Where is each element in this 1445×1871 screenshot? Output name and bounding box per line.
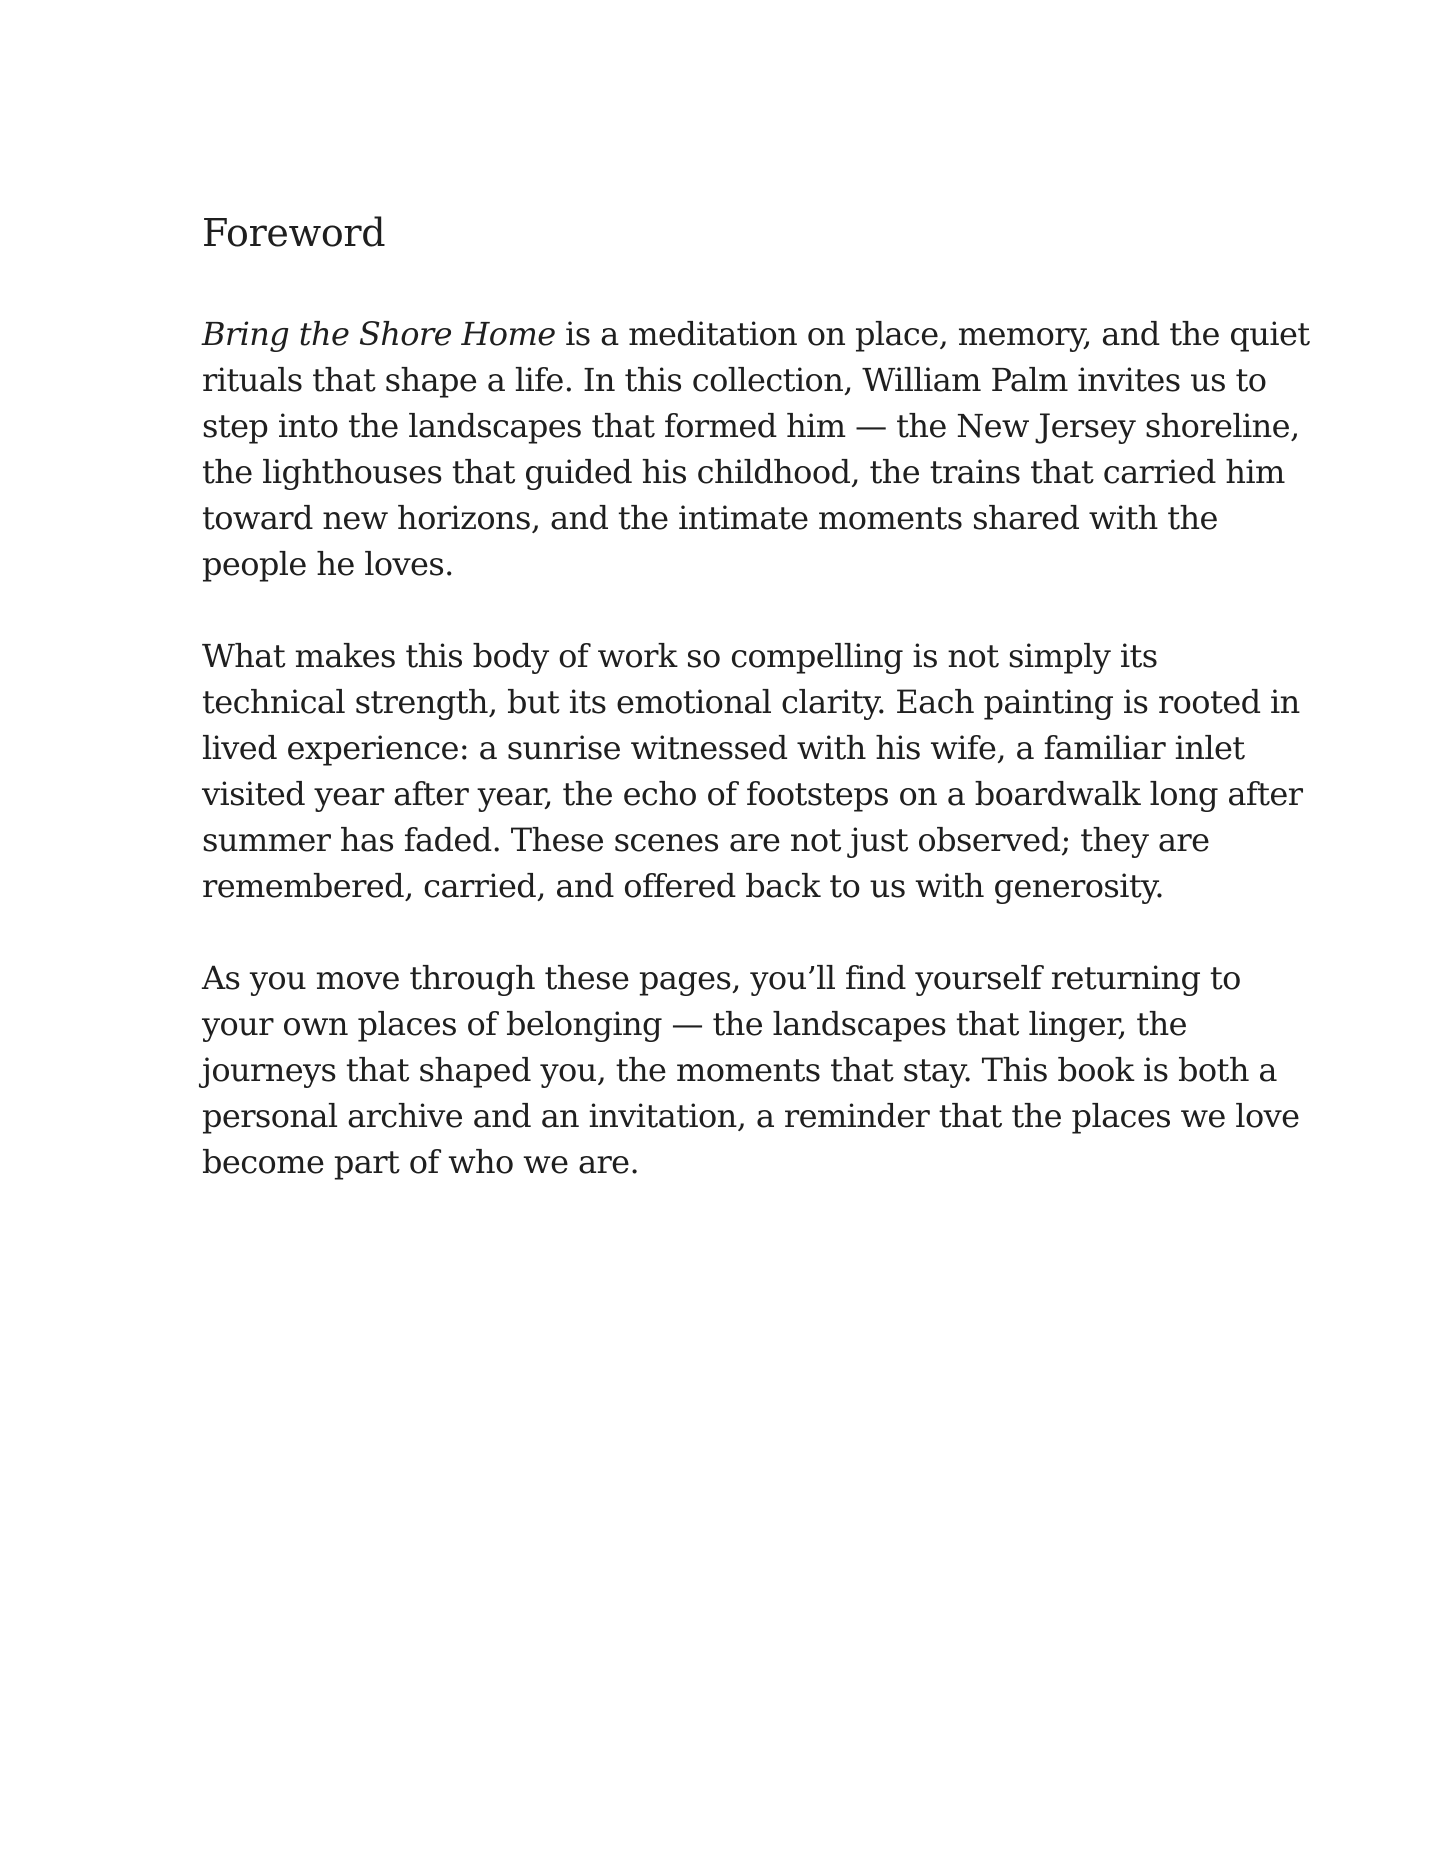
paragraph-3	[202, 955, 1300, 1185]
foreword-content	[202, 205, 1310, 1231]
paragraph-1-line-1-text: is a meditation on place, memory, and the quiet	[555, 315, 1310, 353]
paragraph-2-line: remembered, carried, and offered back to us with generosity.	[202, 867, 1164, 905]
paragraph-1-line: the lighthouses that guided his childhood, the trains that carried him	[202, 453, 1285, 491]
paragraph-1-line: rituals that shape a life. In this collection, William Palm invites us to	[202, 361, 1267, 399]
paragraph-3-line: your own places of belonging — the landscapes that linger, the	[202, 1005, 1187, 1043]
paragraph-2-line: lived experience: a sunrise witnessed with his wife, a familiar inlet	[202, 729, 1245, 767]
book-title: Bring the Shore Home	[202, 315, 556, 353]
paragraph-3-line: become part of who we are.	[202, 1143, 640, 1181]
paragraph-3-line: As you move through these pages, you’ll find yourself returning to	[202, 959, 1241, 997]
paragraph-1-line: toward new horizons, and the intimate moments shared with the	[202, 499, 1218, 537]
paragraph-1-line-1	[202, 311, 1310, 357]
paragraph-2-line: technical strength, but its emotional clarity. Each painting is rooted in	[202, 683, 1300, 721]
paragraph-2	[202, 633, 1303, 909]
paragraph-2-line: What makes this body of work so compelling is not simply its	[202, 637, 1158, 675]
paragraph-2-line: summer has faded. These scenes are not just observed; they are	[202, 821, 1210, 859]
paragraph-3-line: journeys that shaped you, the moments that stay. This book is both a	[202, 1051, 1277, 1089]
paragraph-1	[202, 311, 1310, 587]
paragraph-1-line: people he loves.	[202, 545, 454, 583]
paragraph-1-line: step into the landscapes that formed him — the New Jersey shoreline,	[202, 407, 1300, 445]
page-title: Foreword	[202, 211, 386, 255]
paragraph-3-line: personal archive and an invitation, a reminder that the places we love	[202, 1097, 1300, 1135]
paragraph-2-line: visited year after year, the echo of footsteps on a boardwalk long after	[202, 775, 1303, 813]
